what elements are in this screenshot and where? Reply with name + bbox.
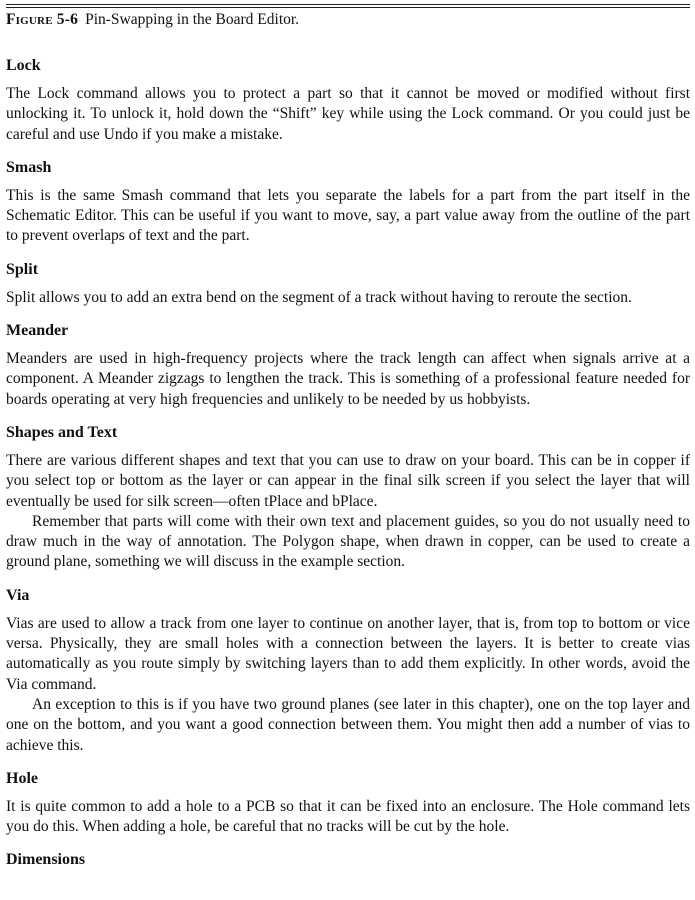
section-via — [6, 586, 690, 756]
section-heading: Hole — [6, 769, 38, 787]
section-smash — [6, 158, 690, 247]
section-hole — [6, 769, 690, 838]
figure-number: Figure 5-6 — [6, 11, 79, 28]
section-meander — [6, 321, 690, 410]
paragraph: Vias are used to allow a track from one layer to continue on another layer, that is, from top to bottom or vice versa. Physically, they are small holes with a connection between the layers. It is better to create vias automatically as you route simply by switching layers than to add them explicitly. In other words, avoid the Via command. — [6, 614, 690, 693]
paragraph: There are various different shapes and text that you can use to draw on your board. This can be in copper if you select top or bottom as the layer or can appear in the final silk screen if you select the layer that will eventually be used for silk screen—often tPlace and bPlace. — [6, 451, 690, 510]
top-rule — [6, 4, 690, 5]
paragraph: Remember that parts will come with their own text and placement guides, so you do not usually need to draw much in the way of annotation. The Polygon shape, when drawn in copper, can be used to create a ground plane, something we will discuss in the example section. — [6, 512, 690, 571]
section-heading: Dimensions — [6, 851, 86, 869]
paragraph: An exception to this is if you have two ground planes (see later in this chapter), one on the top layer and one on the bottom, and you want a good connection between them. You might then add a number of vias to achieve this. — [6, 695, 690, 754]
section-heading: Via — [6, 586, 30, 604]
section-heading: Split — [6, 260, 39, 278]
figure-caption — [6, 11, 299, 29]
paragraph: It is quite common to add a hole to a PCB so that it can be fixed into an enclosure. The Hole command lets you do this. When adding a hole, be careful that no tracks will be cut by the hole. — [6, 797, 690, 836]
paragraph: Meanders are used in high-frequency projects where the track length can affect when signals arrive at a component. A Meander zigzags to lengthen the track. This is something of a professional feature needed for boards operating at very high frequencies and unlikely to be needed by us hobbyists. — [6, 350, 690, 408]
section-heading: Meander — [6, 322, 69, 340]
top-rule-second — [6, 7, 690, 8]
section-heading: Lock — [6, 57, 41, 74]
section-split — [6, 260, 690, 308]
figure-caption-text: Pin-Swapping in the Board Editor. — [85, 11, 300, 28]
section-heading: Shapes and Text — [6, 423, 118, 441]
page-body — [6, 56, 690, 883]
section-dimensions — [6, 850, 690, 870]
paragraph: The Lock command allows you to protect a part so that it cannot be moved or modified without first unlocking it. To unlock it, hold down the “Shift” key while using the Lock command. Or you could just be careful and use Undo if you make a mistake. — [6, 85, 690, 143]
section-lock — [6, 56, 690, 145]
paragraph: This is the same Smash command that lets you separate the labels for a part from the part itself in the Schematic Editor. This can be useful if you want to move, say, a part value away from the outline of the part to prevent overlaps of text and the part. — [6, 186, 690, 245]
section-heading: Smash — [6, 158, 52, 176]
paragraph: Split allows you to add an extra bend on the segment of a track without having to reroute the section. — [6, 288, 632, 306]
section-shapes-and-text — [6, 423, 690, 573]
